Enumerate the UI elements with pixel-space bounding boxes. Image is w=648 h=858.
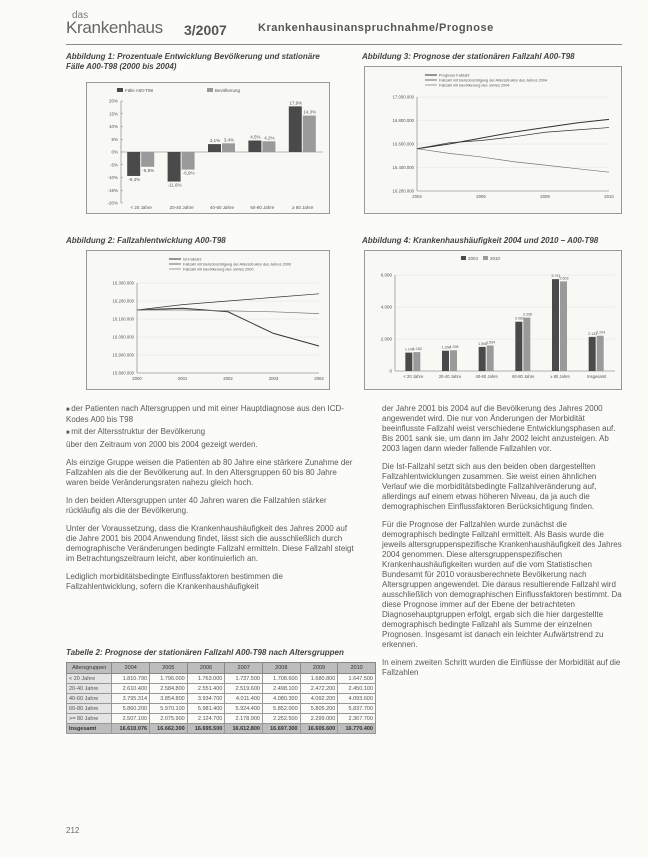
y-tick-label: 0% [111, 149, 118, 155]
data-label: 1.298 [449, 345, 459, 350]
figure-3-svg [365, 67, 621, 213]
issue-number: 3/2007 [184, 22, 227, 38]
table-cell: 5.924.400 [225, 704, 263, 714]
paragraph: Für die Prognose der Fallzahlen wurde zunächst die demographisch bedingte Fallzahl ermittelt. Als Basis wurde die jeweils altersgruppenspezifische Krankenhaushäufigkeit des Jahres 2004 genommen. Diese altersgruppenspezifischen Krankenhaushäufigkeiten wurden auf die vom Statistischen Bundesamt für 2010 vorausberechnete Bevölkerung nach Altersgruppen angewendet. Die daraus resultierende Fallzahl wird ausschließlich von demographischen Einflussfaktoren bestimmt. Da diese Prognose immer auf der Ebene der betrachteten Diagnosehauptgruppen erfolgt, ergab sich die hier dargestellte demographisch bedingte Fallzahl als Summe der einzelnen Prognosen. Insgesamt ist danach ein leichter Aufwärtstrend zu erkennen. [382, 520, 622, 649]
bar [208, 144, 221, 152]
table-cell: 16.605.600 [300, 724, 338, 734]
y-tick-label: 20% [108, 98, 118, 104]
table-row [67, 674, 376, 684]
table-cell: 20-40 Jahre [67, 684, 112, 694]
table-cell: 1.708.600 [262, 674, 300, 684]
table-cell: 2.507.100 [112, 714, 150, 724]
y-tick-label: 16.200.000 [392, 188, 414, 194]
table-cell: 1.647.500 [338, 674, 376, 684]
paragraph: über den Zeitraum von 2000 bis 2004 gezeigt werden. [66, 440, 258, 449]
bar [487, 345, 494, 371]
table-cell: 2.299.000 [300, 714, 338, 724]
y-tick-label: 16.600.000 [392, 141, 414, 147]
data-label: 1.508 [478, 341, 488, 346]
bar [262, 141, 275, 152]
y-tick-label: 16.200.000 [112, 298, 134, 304]
y-tick-label: 0 [389, 368, 392, 374]
table-cell: 16.695.500 [187, 724, 225, 734]
figure-1-svg [87, 83, 329, 213]
table-cell: 4.093.600 [338, 694, 376, 704]
bar [141, 152, 154, 167]
x-tick-label: 2008 [540, 194, 550, 199]
table-cell: 2.367.700 [338, 714, 376, 724]
x-tick-label: 2006 [476, 194, 486, 199]
figure-2-chart [86, 250, 330, 390]
table-header-cell: 2007 [225, 663, 263, 674]
table-cell: 16.610.076 [112, 724, 150, 734]
legend-label: Fallzahl mit Berücksichtigung der Altersstruktur des Jahres 2004 [439, 78, 548, 83]
bar [413, 352, 420, 371]
x-tick-label: 2004 [412, 194, 422, 199]
x-tick-label: Insgesamt [587, 374, 607, 379]
x-tick-label: 2001 [177, 376, 188, 381]
figure-2-svg [87, 251, 329, 389]
bar [303, 116, 316, 152]
y-tick-label: 4.000 [380, 304, 392, 310]
paragraph: Die Ist-Fallzahl setzt sich aus den beiden oben dargestellten Fallzahlentwicklungen zusammen. Sie weist einen ähnlichen Verlauf wie die morbiditätsbedingte Fallzahlveränderung auf, allerdings auf einem etwas höheren Niveau, da ja auch die demographischen Einflussfaktoren Berücksichtigung finden. [382, 462, 597, 511]
legend-swatch [117, 88, 123, 92]
table-cell: 2.472.200 [300, 684, 338, 694]
bar [560, 281, 567, 371]
legend-label: Fallzahl mit Bevölkerung des Jahres 2000 [183, 267, 254, 272]
table-cell: 3.854.800 [150, 694, 188, 704]
left-text-column [66, 404, 356, 600]
table-cell: 2.519.600 [225, 684, 263, 694]
journal-logo: Krankenhaus [66, 18, 163, 37]
data-label: 3,1% [209, 138, 221, 144]
y-tick-label: 6.000 [380, 272, 392, 278]
figure-1-title: Abbildung 1: Prozentuale Entwicklung Bevölkerung und stationäre Fälle A00-T98 (2000 bis 2004) [66, 52, 320, 71]
y-tick-label: 15% [108, 111, 118, 117]
x-tick-label: 2002 [223, 376, 233, 381]
table-2-title: Tabelle 2: Prognose der stationären Fallzahl A00-T98 nach Altersgruppen [66, 648, 344, 657]
bar [523, 318, 530, 371]
table-row [67, 704, 376, 714]
data-label: 1.149 [404, 347, 414, 352]
y-tick-label: -15% [107, 187, 118, 193]
page-header [66, 6, 626, 42]
paragraph: In den beiden Altersgruppen unter 40 Jahren waren die Fallzahlen stärker rückläufig als die der Bevölkerung. [66, 496, 327, 515]
y-tick-label: -20% [107, 200, 118, 206]
table-cell: 40-60 Jahre [67, 694, 112, 704]
page-number: 212 [66, 826, 80, 835]
y-tick-label: -10% [107, 175, 118, 180]
data-label: 14,3% [303, 109, 317, 115]
legend-label: Fälle A00-T98 [125, 88, 154, 93]
data-label: 2.204 [596, 330, 606, 335]
table-header-row [67, 663, 376, 674]
x-tick-label: 2004 [314, 376, 324, 381]
table-cell: 2.610.400 [112, 684, 150, 694]
y-tick-label: 2.000 [380, 336, 392, 342]
x-tick-label: < 20 Jahre [130, 205, 152, 210]
bar [450, 350, 457, 371]
table-cell: 2.252.500 [262, 714, 300, 724]
series-line [417, 119, 609, 148]
table-cell: >= 80 Jahre [67, 714, 112, 724]
figure-2-title: Abbildung 2: Fallzahlentwicklung A00-T98 [66, 236, 226, 245]
table-body [67, 674, 376, 734]
logo-small-text: das [72, 10, 89, 21]
legend-label: 2010 [490, 256, 501, 261]
table-sum-row [67, 724, 376, 734]
table-cell: 1.737.500 [225, 674, 263, 684]
data-label: 17,9% [289, 100, 303, 106]
legend-label: 2004 [468, 256, 479, 261]
x-tick-label: 2000 [132, 376, 142, 381]
bullet-item-population: ■ mit der Altersstruktur der Bevölkerung [66, 427, 356, 438]
data-label: 1.182 [412, 347, 422, 352]
table-cell: 16.612.800 [225, 724, 263, 734]
table-cell: 5.837.700 [338, 704, 376, 714]
data-label: 5.603 [559, 276, 569, 281]
table-row [67, 714, 376, 724]
data-label: 1.268 [441, 345, 451, 350]
table-header-cell: 2004 [112, 663, 150, 674]
y-tick-label: 16.300.000 [112, 280, 134, 286]
table-cell: 5.970.100 [150, 704, 188, 714]
x-tick-label: 2003 [268, 376, 279, 381]
y-tick-label: 5% [111, 136, 118, 142]
table-cell: 5.981.400 [187, 704, 225, 714]
table-cell: 5.805.200 [300, 704, 338, 714]
figure-4-svg [365, 251, 621, 389]
bar [289, 106, 302, 152]
table-cell: 2.075.900 [150, 714, 188, 724]
figure-3-title: Abbildung 3: Prognose der stationären Fallzahl A00-T98 [362, 52, 575, 61]
table-row [67, 694, 376, 704]
table-cell: 1.763.000 [187, 674, 225, 684]
x-tick-label: 20-40 Jahre [169, 205, 194, 210]
legend-swatch [461, 256, 466, 260]
data-label: 4,5% [250, 134, 261, 140]
bar [222, 143, 235, 152]
table-header-cell: 2008 [262, 663, 300, 674]
table-cell: 3.795.314 [112, 694, 150, 704]
paragraph: Lediglich morbiditätsbedingte Einflussfaktoren bestimmen die Fallzahlentwicklung, sofern die Krankenhaushäufigkeit [66, 572, 284, 591]
data-label: -9,4% [128, 176, 141, 182]
x-tick-label: 20-40 Jahre [438, 374, 462, 379]
figure-1-chart [86, 82, 330, 214]
bar [405, 353, 412, 371]
legend-swatch [207, 88, 213, 92]
forecast-table [66, 662, 376, 734]
y-tick-label: 10% [108, 124, 118, 129]
bar [127, 152, 140, 176]
paragraph: Unter der Voraussetzung, dass die Krankenhaushäufigkeit des Jahres 2000 auf die Jahre 2001 bis 2004 Anwendung findet, lässt sich die ausschließlich durch demographische Veränderungen bedingte Fallzahl ermitteln. Diese Fallzahl steigt im Betrachtungszeitraum leicht, aber kontinuierlich an. [66, 524, 354, 563]
y-tick-label: 16.000.000 [112, 334, 134, 340]
table-cell: 5.860.200 [112, 704, 150, 714]
data-label: -6,9% [182, 170, 195, 176]
bar [248, 141, 261, 152]
bar [442, 351, 449, 371]
table-cell: 16.662.300 [150, 724, 188, 734]
legend-label: Fallzahl mit Bevölkerung des Jahres 2004 [439, 83, 510, 88]
data-label: -11,6% [167, 182, 182, 188]
y-tick-label: 15.900.000 [112, 352, 134, 358]
bar [479, 347, 486, 371]
table-cell: 2.124.700 [187, 714, 225, 724]
data-label: 3,4% [223, 137, 235, 143]
data-label: 3.338 [522, 312, 532, 317]
section-topic: Krankenhausinanspruchnahme/Prognose [258, 22, 494, 34]
figure-3-chart [364, 66, 622, 214]
x-tick-label: 40-60 Jahre [209, 205, 235, 210]
table-header-cell: 2005 [150, 663, 188, 674]
series-line [417, 149, 609, 173]
legend-label: Ist-Fallzahl [183, 257, 202, 262]
paragraph: der Jahre 2001 bis 2004 auf die Bevölkerung des Jahres 2000 angewendet wird. Die nur von Änderungen der Morbidität beeinflusste Fallzahl weist verschiedene Entwicklungsphasen auf. Bis 2001 sank sie, um dann im Jahr 2002 leicht anzusteigen. Ab 2003 lagen dann wieder fallende Fallzahlen vor. [382, 404, 616, 453]
data-label: 1.594 [486, 340, 496, 345]
data-label: 3.082 [514, 316, 524, 321]
table-header-cell: 2006 [187, 663, 225, 674]
bar [515, 322, 522, 371]
table-cell: 3.934.700 [187, 694, 225, 704]
table-cell: 2.551.400 [187, 684, 225, 694]
bullet-item-patients: ■ der Patienten nach Altersgruppen und mit einer Hauptdiagnose aus den ICD-Kodes A00 bis T98 [66, 404, 356, 425]
figure-4-title: Abbildung 4: Krankenhaushäufigkeit 2004 und 2010 – A00-T98 [362, 236, 599, 245]
x-tick-label: 60-80 Jahre [512, 374, 535, 379]
table-cell: < 20 Jahre [67, 674, 112, 684]
paragraph: In einem zweiten Schritt wurden die Einflüsse der Morbidität auf die Fallzahlen [382, 658, 621, 677]
table-cell: 2.450.100 [338, 684, 376, 694]
table-row [67, 684, 376, 694]
table-cell: 5.852.000 [262, 704, 300, 714]
table-cell: 2.178.900 [225, 714, 263, 724]
table-header-cell: Altersgruppen [67, 663, 112, 674]
table-cell: Insgesamt [67, 724, 112, 734]
data-label: 2.133 [588, 331, 598, 336]
x-tick-label: < 20 Jahre [403, 374, 424, 379]
data-label: 4,2% [264, 135, 275, 141]
table-header-cell: 2009 [300, 663, 338, 674]
legend-label: Bevölkerung [215, 88, 241, 93]
paragraph: Als einzige Gruppe weisen die Patienten ab 80 Jahre eine stärkere Zunahme der Fallzahlen als die der Bevölkerung auf. In den Altersgruppen 60 bis 80 Jahre waren beide Veränderungsraten nahezu gleich hoch. [66, 458, 353, 487]
bar [168, 152, 181, 182]
table-cell: 2.498.100 [262, 684, 300, 694]
bar [182, 152, 195, 170]
y-tick-label: 16.800.000 [392, 118, 414, 123]
x-tick-label: 60-80 Jahre [250, 205, 275, 210]
y-tick-label: 15.800.000 [112, 370, 134, 376]
x-tick-label: 40-60 Jahre [475, 374, 498, 379]
legend-label: Prognose Fallzahl [439, 73, 470, 78]
table-cell: 60-80 Jahre [67, 704, 112, 714]
x-tick-label: 2010 [604, 194, 614, 199]
table-cell: 4.080.300 [262, 694, 300, 704]
series-line [417, 128, 609, 149]
legend-label: Fallzahl mit Berücksichtigung der Altersstruktur des Jahres 2000 [183, 262, 292, 267]
y-tick-label: 16.400.000 [392, 165, 414, 170]
figure-4-chart [364, 250, 622, 390]
bar [552, 279, 559, 371]
y-tick-label: -5% [109, 162, 118, 168]
series-line [137, 308, 319, 346]
x-tick-label: ≥ 80 Jahre [550, 374, 570, 379]
x-tick-label: ≥ 80 Jahre [292, 205, 314, 210]
table-cell: 16.770.400 [338, 724, 376, 734]
data-label: -5,8% [142, 167, 155, 173]
table-cell: 16.697.300 [262, 724, 300, 734]
table-cell: 2.584.800 [150, 684, 188, 694]
table-cell: 4.092.200 [300, 694, 338, 704]
bar [597, 336, 604, 371]
header-divider [66, 44, 622, 45]
bar [589, 337, 596, 371]
table-header-cell: 2010 [338, 663, 376, 674]
data-label: 5.741 [551, 274, 561, 279]
y-tick-label: 16.100.000 [112, 316, 134, 322]
table-cell: 1.810.790 [112, 674, 150, 684]
series-line [137, 294, 319, 310]
table-cell: 1.796.000 [150, 674, 188, 684]
table-cell: 4.011.400 [225, 694, 263, 704]
table-cell: 1.680.800 [300, 674, 338, 684]
right-text-column [382, 404, 622, 686]
legend-swatch [483, 256, 488, 260]
y-tick-label: 17.000.000 [392, 94, 414, 100]
